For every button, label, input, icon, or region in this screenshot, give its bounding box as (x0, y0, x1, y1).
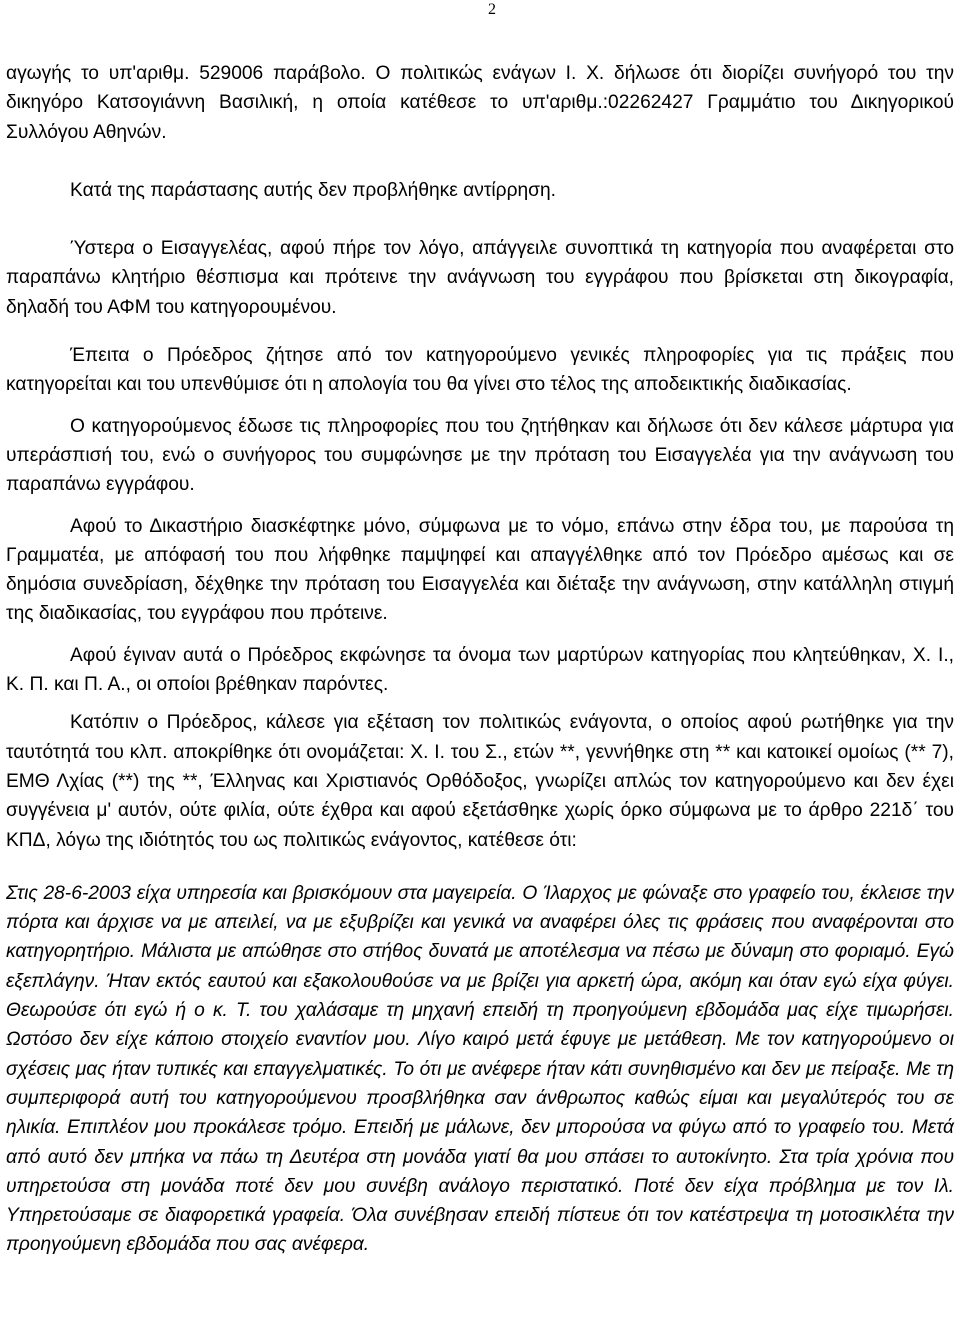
paragraph-testimony: Στις 28-6-2003 είχα υπηρεσία και βρισκόμουν στα μαγειρεία. Ο Ίλαρχος με φώναξε στο γραφείο του, έκλεισε την πόρτα και άρχισε να με απειλεί, να με εξυβρίζει και γενικά να αναφέρει όλες τις φράσεις που αναφέρονται στο κατηγορητήριο. Μάλιστα με απώθησε στο στήθος δυνατά με αποτέλεσμα να πέσω με δύναμη στο φοριαμό. Εγώ εξεπλάγην. Ήταν εκτός εαυτού και εξακολουθούσε να με βρίζει για αρκετή ώρα, ακόμη και όταν εγώ είχα φύγει. Θεωρούσε ότι εγώ ή ο κ. Τ. του χαλάσαμε τη μηχανή επειδή τη προηγούμενη εβδομάδα μας είχε τιμωρήσει. Ωστόσο δεν είχε κάποιο στοιχείο εναντίον μου. Λίγο καιρό μετά έφυγε με μετάθεση. Με τον κατηγορούμενο οι σχέσεις μας ήταν τυπικές και επαγγελματικές. Το ότι με ανέφερε ήταν κάτι συνηθισμένο και δεν με πείραξε. Με τη συμπεριφορά αυτή του κατηγορούμενου προσβλήθηκα σαν άνθρωπος καθώς είμαι και μεγαλύτερός του σε ηλικία. Επιπλέον μου προκάλεσε τρόμο. Επειδή με μάλωνε, δεν μπορούσα να φύγω από το γραφείο του. Μετά από αυτό δεν μπήκα να πάω τη Δευτέρα στη μονάδα γιατί θα μου σπάσει το αυτοκίνητο. Στα τρία χρόνια που υπηρετούσα στη μονάδα ποτέ δεν μου συνέβη ανάλογο περιστατικό. Ποτέ δεν είχα πρόβλημα με τον Ιλ. Υπηρετούσαμε σε διαφορετικά γραφεία. Όλα συνέβησαν επειδή πίστευε ότι τον κατέστρεψα τη μοτοσικλέτα την προηγούμενη εβδομάδα που σας ανέφερα. (6, 882, 954, 1256)
paragraph-plaintiff-examination: Κατόπιν ο Πρόεδρος, κάλεσε για εξέταση τον πολιτικώς ενάγοντα, ο οποίος αφού ρωτήθηκε για την ταυτότητά του κλπ. αποκρίθηκε ότι ονομάζεται: Χ. Ι. του Σ., ετών **, γεννήθηκε στη ** και κατοικεί ομοίως (** 7), ΕΜΘ Λχίας (**) της **, Έλληνας και Χριστιανός Ορθόδοξος, γνωρίζει απλώς τον κατηγορούμενο και δεν έχει συγγένεια μ' αυτόν, ούτε φιλία, ούτε έχθρα και αφού εξετάσθηκε χωρίς όρκο σύμφωνα με το άρθρο 221δ΄ του ΚΠΔ, λόγω της ιδιότητός του ως πολιτικώς ενάγοντος, κατέθεσε ότι: (6, 712, 954, 851)
paragraph-defendant-answer: Ο κατηγορούμενος έδωσε τις πληροφορίες που του ζητήθηκαν και δήλωσε ότι δεν κάλεσε μάρτυρα για υπεράσπισή του, ενώ ο συνήγορος του συμφώνησε με την πρόταση του Εισαγγελέα για την ανάγνωση του παραπάνω εγγράφου. (6, 415, 954, 496)
paragraph-prosecutor: Ύστερα ο Εισαγγελέας, αφού πήρε τον λόγο, απάγγειλε συνοπτικά τη κατηγορία που αναφέρεται στο παραπάνω κλητήριο θέσπισμα και πρότεινε την ανάγνωση του εγγράφου που βρίσκεται στη δικογραφία, δηλαδή του ΑΦΜ του κατηγορουμένου. (6, 238, 954, 318)
document-body (6, 59, 954, 1260)
paragraph-president-question: Έπειτα ο Πρόεδρος ζήτησε από τον κατηγορούμενο γενικές πληροφορίες για τις πράξεις που κατηγορείται και του υπενθύμισε ότι η απολογία του θα γίνει στο τέλος της αποδεικτικής διαδικασίας. (6, 345, 954, 396)
paragraph-continuation: αγωγής το υπ'αριθμ. 529006 παράβολο. Ο πολιτικώς ενάγων Ι. Χ. δήλωσε ότι διορίζει συνήγορό του την δικηγόρο Κατσογιάννη Βασιλική, η οποία κατέθεσε το υπ'αριθμ.:02262427 Γραμμάτιο του Δικηγορικού Συλλόγου Αθηνών. (6, 63, 954, 143)
paragraph-no-objection: Κατά της παράστασης αυτής δεν προβλήθηκε αντίρρηση. (70, 179, 557, 201)
page-number: 2 (488, 1, 496, 18)
paragraph-witnesses: Αφού έγιναν αυτά ο Πρόεδρος εκφώνησε τα όνομα των μαρτύρων κατηγορίας που κλητεύθηκαν, Χ. Ι., Κ. Π. και Π. Α., οι οποίοι βρέθηκαν παρόντες. (6, 644, 954, 696)
paragraph-court-decision: Αφού το Δικαστήριο διασκέφτηκε μόνο, σύμφωνα με το νόμο, επάνω στην έδρα του, με παρούσα τη Γραμματέα, με απόφασή του που λήφθηκε παμψηφεί και απαγγέλθηκε από τον Πρόεδρο αμέσως και σε δημόσια συνεδρίαση, δέχθηκε την πρόταση του Εισαγγελέα και διέταξε την ανάγνωση, στην κατάλληλη στιγμή της διαδικασίας, του εγγράφου που πρότεινε. (6, 515, 954, 625)
